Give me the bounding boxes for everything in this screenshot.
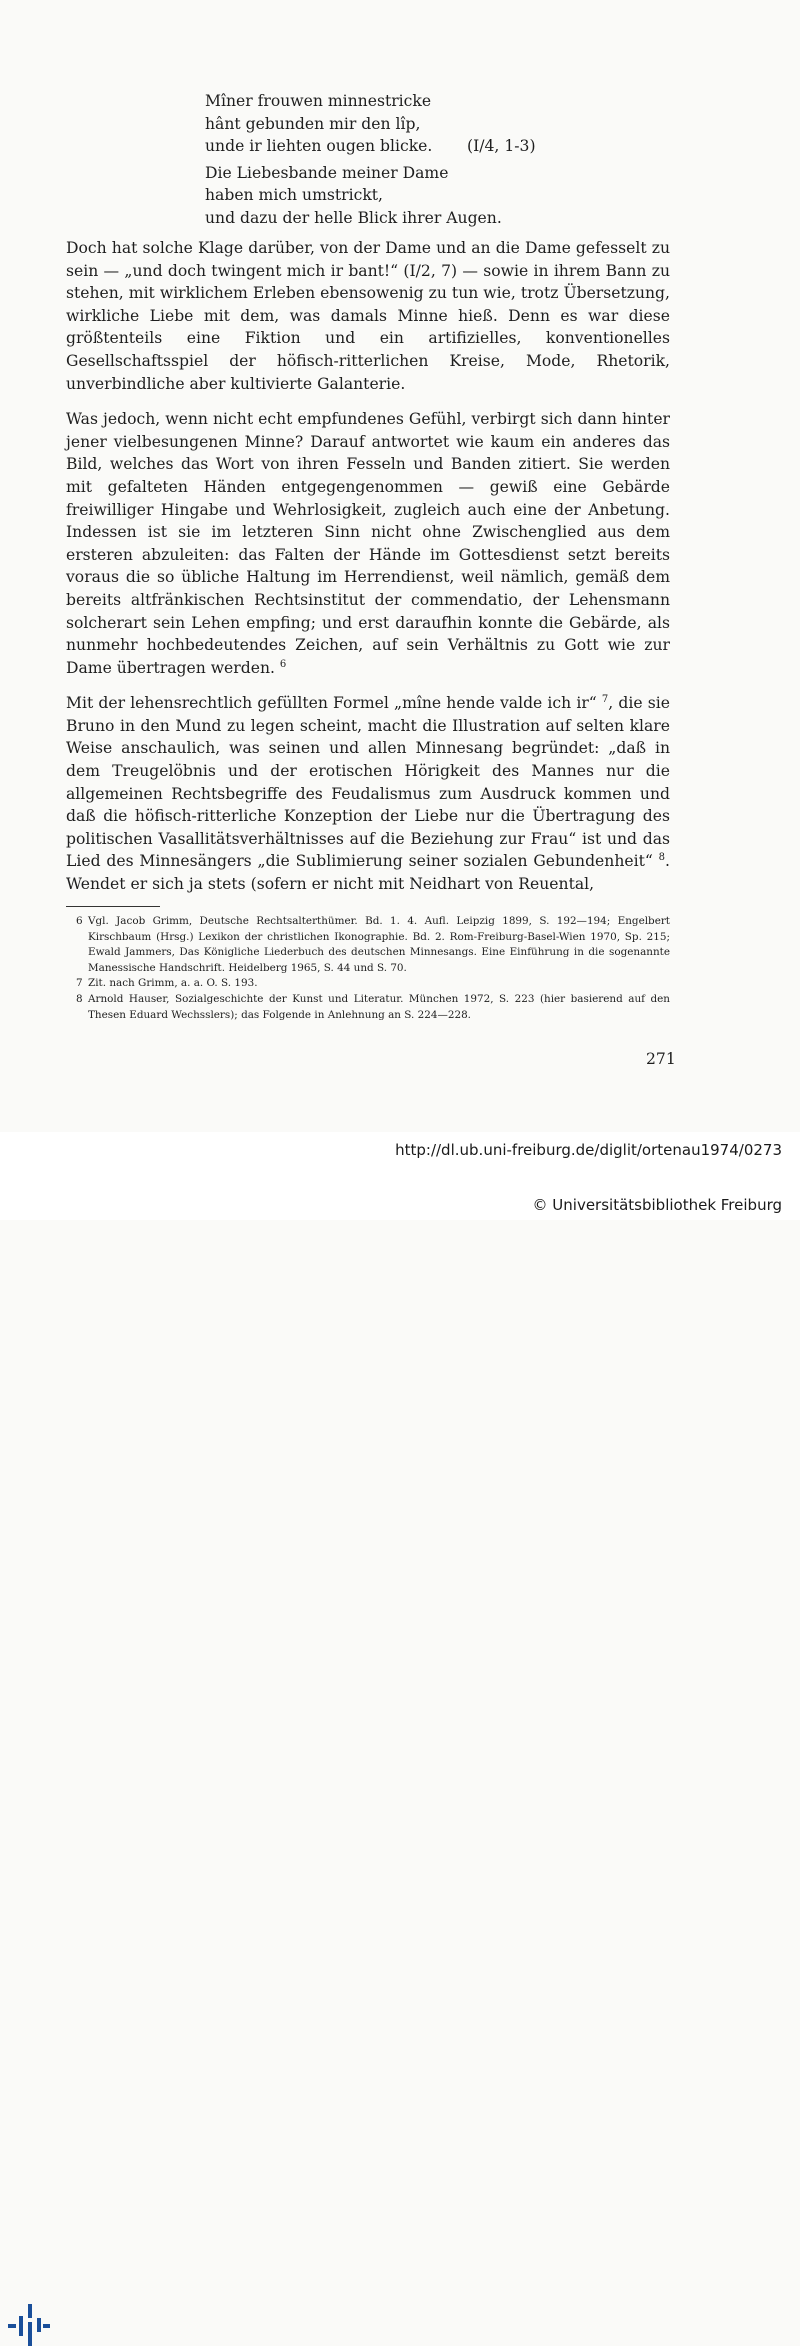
poem-line: hânt gebunden mir den lîp,	[205, 114, 421, 133]
footnote-number: 8	[76, 992, 83, 1005]
paragraph	[66, 692, 670, 895]
poem-line-text: unde ir liehten ougen blicke.	[205, 137, 433, 156]
footnote-text: Vgl. Jacob Grimm, Deutsche Rechtsalterthümer. Bd. 1. 4. Aufl. Leipzig 1899, S. 192—194; Engelbert Kirschbaum (Hrsg.) Lexikon der christlichen Ikonographie. Bd. 2. Rom-Freiburg-Basel-Wien 1970, Sp. 215; Ewald Jammers, Das Königliche Liederbuch des deutschen Minnesangs. Eine Einführung in die sogenannte Manessische Handschrift. Heidelberg 1965, S. 44 und S. 70.	[88, 915, 670, 974]
footnote-text: Zit. nach Grimm, a. a. O. S. 193.	[88, 977, 258, 990]
copyright-notice: © Universitätsbibliothek Freiburg	[532, 1196, 782, 1214]
paragraph-text: , die sie Bruno in den Mund zu legen scheint, macht die Illustration auf selten klare Weise anschaulich, was seinen und allen Minnesang begründet: „daß in dem Treugelöbnis und der erotischen Hörigkeit des Mannes nur die allgemeinen Rechtsbegriffe des Feudalismus zum Ausdruck kommen und daß die höfisch-ritterliche Konzeption der Liebe nur die Übertragung des politischen Vasallitätsverhältnisses auf die Beziehung zur Frau“ ist und das Lied des Minnesängers „die Sublimierung seiner sozialen Gebundenheit“	[66, 694, 670, 871]
paragraph: Doch hat solche Klage darüber, von der Dame und an die Dame gefesselt zu sein — „und doch twingent mich ir bant!“ (I/2, 7) — sowie in ihrem Bann zu stehen, mit wirklichem Erleben ebensowenig zu tun wie, trotz Übersetzung, wirkliche Liebe mit dem, was damals Minne hieß. Denn es war diese größtenteils eine Fiktion und ein artifizielles, konventionelles Gesellschaftsspiel der höfisch-ritterlichen Kreise, Mode, Rhetorik, unverbindliche aber kultivierte Galanterie.	[66, 239, 670, 393]
source-url-link[interactable]: http://dl.ub.uni-freiburg.de/diglit/ortenau1974/0273	[395, 1141, 782, 1159]
ub-freiburg-logo-icon	[8, 2304, 50, 2346]
translation-line: haben mich umstrickt,	[205, 186, 384, 205]
poem-block	[205, 90, 545, 230]
poem-line	[205, 135, 545, 158]
translation-line: Die Liebesbande meiner Dame	[205, 163, 449, 182]
paragraph-text: Mit der lehensrechtlich gefüllten Formel „mîne hende valde ich ir“	[66, 694, 597, 713]
footnote-ref: 6	[279, 658, 287, 670]
footnote	[76, 914, 670, 976]
footnote	[76, 976, 670, 992]
page-number: 271	[646, 1050, 676, 1068]
footnote-number: 6	[76, 915, 83, 927]
footnote-ref: 7	[601, 694, 609, 706]
footnote-divider	[66, 906, 160, 907]
footnote-text: Arnold Hauser, Sozialgeschichte der Kunst und Literatur. München 1972, S. 223 (hier basierend auf den Thesen Eduard Wechsslers); das Folgende in Anlehnung an S. 224—228.	[88, 992, 670, 1021]
footnotes	[76, 914, 670, 1023]
paragraph-text: . Wendet er sich ja stets (sofern er nicht mit Neidhart von Reuental,	[66, 852, 670, 894]
translation-line: und dazu der helle Blick ihrer Augen.	[205, 208, 502, 227]
paragraph-text: Was jedoch, wenn nicht echt empfundenes Gefühl, verbirgt sich dann hinter jener vielbesungenen Minne? Darauf antwortet wie kaum ein anderes das Bild, welches das Wort von ihren Fesseln und Banden zitiert. Sie werden mit gefalteten Händen entgegengenommen — gewiß eine Gebärde freiwilliger Hingabe und Wehrlosigkeit, zugleich auch eine der Anbetung. Indessen ist sie im letzteren Sinn nicht ohne Zwischenglied aus dem ersteren abzuleiten: das Falten der Hände im Gottesdienst setzt bereits voraus die so übliche Haltung im Herrendienst, weil nämlich, gemäß dem bereits altfränkischen Rechtsinstitut der commendatio, der Lehensmann solcherart sein Lehen empfing; und erst daraufhin konnte die Gebärde, als nunmehr hochbedeutendes Zeichen, auf sein Verhältnis zu Gott wie zur Dame übertragen werden.	[66, 410, 670, 677]
footnote	[76, 992, 670, 1023]
footnote-ref: 8	[658, 852, 666, 864]
paragraph	[66, 408, 670, 679]
footnote-number: 7	[76, 977, 83, 990]
poem-line: Mîner frouwen minnestricke	[205, 92, 432, 110]
body-text	[66, 237, 670, 909]
poem-reference: (I/4, 1-3)	[467, 137, 536, 156]
